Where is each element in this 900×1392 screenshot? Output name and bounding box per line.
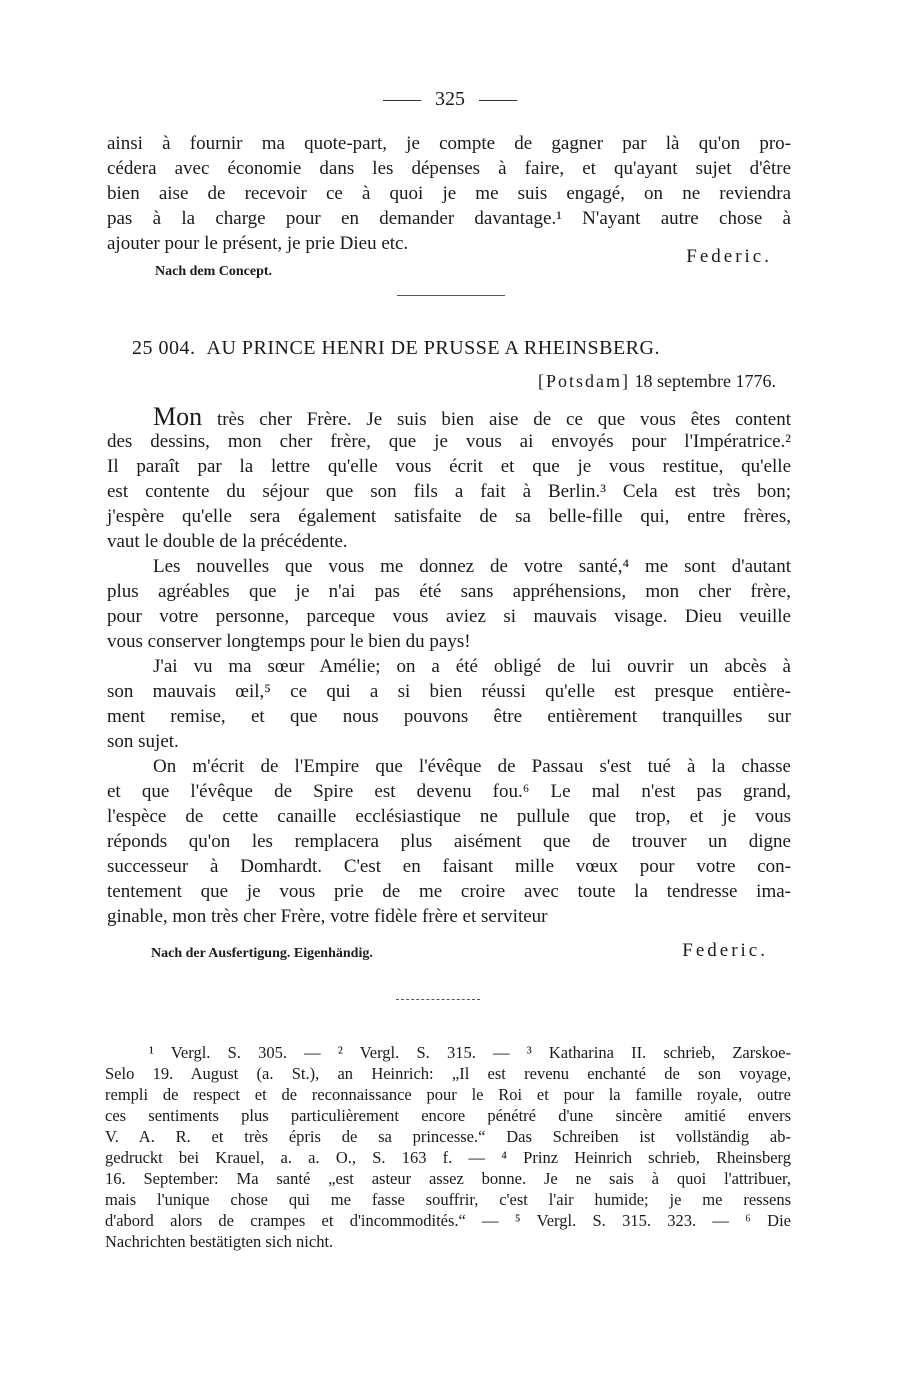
prev-letter-text [107, 131, 791, 256]
text-line: On m'écrit de l'Empire que l'évêque de Passau s'est tué à la chasse [153, 756, 791, 777]
footnote-line: gedruckt bei Krauel, a. a. O., S. 163 f. — ⁴ Prinz Heinrich schrieb, Rheinsberg [105, 1148, 791, 1167]
text-line: ment remise, et que nous pouvons être entièrement tranquilles sur [107, 706, 791, 727]
text-line: ajouter pour le présent, je prie Dieu etc. [107, 233, 409, 254]
text-line: tentement que je vous prie de me croire avec toute la tendresse ima- [107, 881, 791, 902]
letter-number: 25 004. [132, 337, 196, 359]
section-divider [397, 295, 505, 296]
text-line: et que l'évêque de Spire est devenu fou.⁶ Le mal n'est pas grand, [107, 781, 791, 802]
text-line: Les nouvelles que vous me donnez de votre santé,⁴ me sont d'autant [153, 556, 791, 577]
letter-signature: Federic. [682, 940, 768, 961]
text-line: vaut le double de la précédente. [107, 531, 348, 552]
footnote-line: 16. September: Ma santé „est asteur assez bonne. Je ne sais à quoi l'attribuer, [105, 1169, 791, 1188]
footnote-line: Selo 19. August (a. St.), an Heinrich: „Il est revenu enchanté de son voyage, [105, 1064, 791, 1083]
letter-place: [Potsdam] [538, 371, 631, 391]
text-line: Il paraît par la lettre qu'elle vous écrit et que je vous restitue, qu'elle [107, 456, 791, 477]
letter-body [107, 404, 791, 929]
text-line: est contente du séjour que son fils a fait à Berlin.³ Cela est très bon; [107, 481, 791, 502]
footnote-line: rempli de respect et de reconnaissance pour le Roi et pour la famille royale, outre [105, 1085, 791, 1104]
letter-dateline [538, 371, 776, 392]
letter-title: AU PRINCE HENRI DE PRUSSE A RHEINSBERG. [206, 337, 660, 359]
footnote-line: d'abord alors de crampes et d'incommodités.“ — ⁵ Vergl. S. 315. 323. — ⁶ Die [105, 1211, 791, 1230]
text-line: l'espèce de cette canaille ecclésiastique ne pullule que trop, et je vous [107, 806, 791, 827]
letter-source: Nach der Ausfertigung. Eigenhändig. [151, 946, 373, 961]
text-line: ainsi à fournir ma quote-part, je compte de gagner par là qu'on pro- [107, 133, 791, 154]
letter-date: 18 septembre 1776. [634, 371, 776, 391]
text-line: j'espère qu'elle sera également satisfaite de sa belle-fille qui, entre frères, [107, 506, 791, 527]
initial-word: Mon [153, 402, 203, 431]
text-line: son sujet. [107, 731, 179, 752]
prev-letter-source: Nach dem Concept. [155, 264, 273, 279]
text-line: cédera avec économie dans les dépenses à faire, et qu'ayant sujet d'être [107, 158, 791, 179]
text-line: bien aise de recevoir ce à quoi je me suis engagé, on ne reviendra [107, 183, 791, 204]
text-line: J'ai vu ma sœur Amélie; on a été obligé de lui ouvrir un abcès à [153, 656, 791, 677]
footnote-line: Nachrichten bestätigten sich nicht. [105, 1232, 334, 1251]
page-number-rule-right [479, 100, 517, 101]
text-line: plus agréables que je n'ai pas été sans appréhensions, mon cher frère, [107, 581, 791, 602]
text-line: ginable, mon très cher Frère, votre fidèle frère et serviteur [107, 906, 548, 927]
footnote-line: ¹ Vergl. S. 305. — ² Vergl. S. 315. — ³ Katharina II. schrieb, Zarskoe- [149, 1043, 791, 1062]
footnote-divider [396, 999, 480, 1000]
text-line: son mauvais œil,⁵ ce qui a si bien réussi qu'elle est presque entière- [107, 681, 791, 702]
text-line: pour votre personne, parceque vous aviez si mauvais visage. Dieu veuille [107, 606, 791, 627]
footnotes [105, 1042, 791, 1252]
page-number-rule-left [383, 100, 421, 101]
text-line: des dessins, mon cher frère, que je vous ai envoyés pour l'Impératrice.² [107, 431, 791, 452]
footnote-line: ces sentiments plus particulièrement encore pénétré d'une sincère amitié envers [105, 1106, 791, 1125]
text-line: vous conserver longtemps pour le bien du pays! [107, 631, 471, 652]
letter-heading [132, 337, 792, 360]
footnote-line: mais l'unique chose qui me fasse souffrir, c'est l'air humide; je me ressens [105, 1190, 791, 1209]
text-line: successeur à Domhardt. C'est en faisant mille vœux pour votre con- [107, 856, 791, 877]
page-number: 325 [0, 88, 900, 111]
footnote-line: V. A. R. et très épris de sa princesse.“ Das Schreiben ist vollständig ab- [105, 1127, 791, 1146]
text-line: pas à la charge pour en demander davantage.¹ N'ayant autre chose à [107, 208, 791, 229]
prev-letter-signature: Federic. [686, 246, 772, 267]
text-line: Mon très cher Frère. Je suis bien aise de ce que vous êtes content [153, 402, 791, 431]
text-line: réponds qu'on les remplacera plus aisément que de trouver un digne [107, 831, 791, 852]
